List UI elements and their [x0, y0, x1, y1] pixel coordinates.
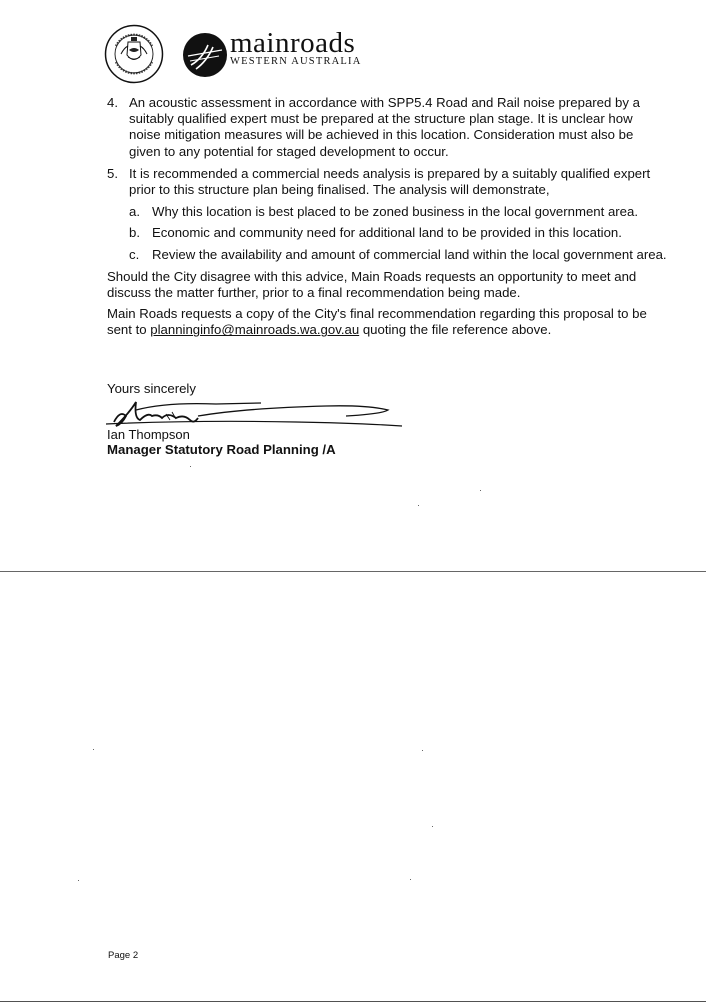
disagreement-paragraph: Should the City disagree with this advice, Main Roads requests an opportunity to meet and discuss the matter further, prior to a final recommendation being made. — [107, 268, 637, 301]
scan-speck — [78, 880, 79, 881]
brand-subtitle: WESTERN AUSTRALIA — [230, 56, 362, 67]
item-number: 5. — [107, 165, 118, 181]
sub-item-letter: a. — [129, 204, 140, 220]
list-item-5 — [107, 166, 667, 263]
mainroads-logo-icon — [182, 32, 228, 78]
signer-title: Manager Statutory Road Planning /A — [107, 442, 336, 457]
scan-speck — [410, 879, 411, 880]
closing-salutation: Yours sincerely — [107, 381, 196, 396]
item-text: An acoustic assessment in accordance with SPP5.4 Road and Rail noise prepared by a suitably qualified expert must be prepared at the structure plan stage. It is unclear how noise mitigation measures will be achieved in this location. Consideration must also be given to any potential for staged development to occur. — [129, 95, 640, 159]
sub-item-text: Review the availability and amount of commercial land within the local government area. — [152, 246, 667, 262]
scan-speck — [190, 466, 191, 467]
sub-item-b — [129, 225, 667, 241]
request-paragraph — [107, 306, 667, 338]
sub-item-text: Economic and community need for additional land to be provided in this location. — [152, 225, 622, 241]
wa-government-crest-icon — [104, 24, 164, 84]
scan-speck — [480, 490, 481, 491]
list-item-4 — [107, 95, 667, 160]
request-text-after: quoting the file reference above. — [359, 322, 552, 338]
page-number: Page 2 — [108, 950, 139, 961]
letterhead — [104, 24, 394, 84]
sub-list — [129, 204, 667, 263]
scan-line-middle — [0, 571, 706, 572]
mainroads-wordmark — [230, 28, 362, 67]
sub-item-letter: c. — [129, 246, 140, 262]
sub-item-a — [129, 204, 667, 220]
item-text: It is recommended a commercial needs analysis is prepared by a suitably qualified expert prior to this structure plan being finalised. The analysis will demonstrate, — [129, 165, 651, 198]
letter-body — [107, 95, 667, 344]
sub-item-text: Why this location is best placed to be zoned business in the local government area. — [152, 204, 639, 220]
scan-speck — [432, 826, 433, 827]
scan-speck — [418, 505, 419, 506]
sub-item-c — [129, 247, 667, 263]
scan-speck — [93, 749, 94, 750]
brand-name: mainroads — [230, 27, 356, 59]
item-number: 4. — [107, 95, 118, 110]
request-text-before: Main Roads requests a copy of the City's final recommendation regarding this proposal to be sent to — [107, 306, 647, 338]
scan-line-bottom — [0, 1001, 706, 1002]
email-link[interactable]: planninginfo@mainroads.wa.gov.au — [150, 322, 360, 338]
signer-name: Ian Thompson — [107, 427, 190, 442]
scan-speck — [422, 750, 423, 751]
sub-item-letter: b. — [129, 225, 140, 241]
